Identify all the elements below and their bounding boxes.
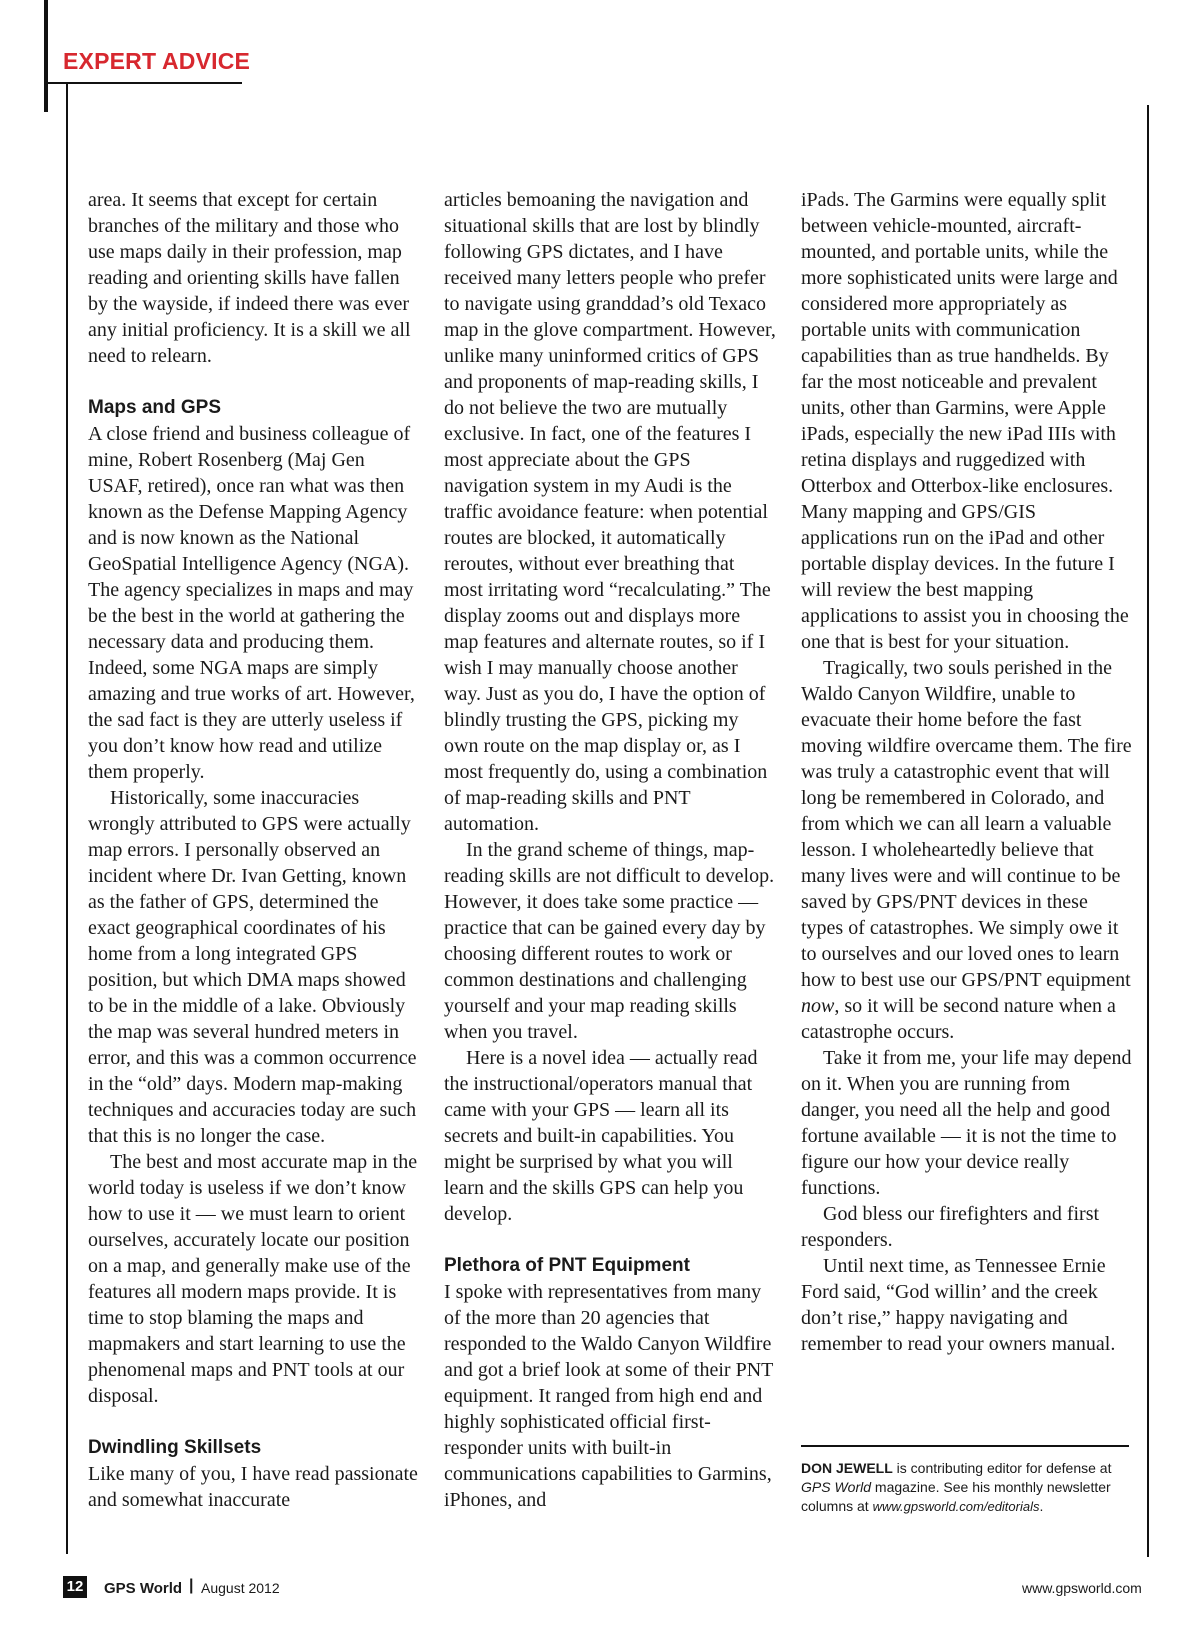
subheading-dwindling-skillsets: Dwindling Skillsets (88, 1437, 262, 1458)
subheading-plethora-of-pnt-equipment: Plethora of PNT Equipment (444, 1255, 690, 1276)
bio-link[interactable]: www.gpsworld.com/editorials (872, 1499, 1040, 1514)
footer-date: August 2012 (201, 1580, 280, 1596)
header-rule-vertical (44, 0, 48, 112)
emphasis-now: now (801, 995, 835, 1017)
column-rule-right (1147, 105, 1149, 1557)
section-label: EXPERT ADVICE (63, 48, 251, 74)
paragraph: God bless our firefighters and first responders. (801, 1203, 1100, 1251)
paragraph: Here is a novel idea — actually read the instructional/operators manual that came with your GPS — learn all its secrets and built-in capabilities. You might be surprised by what you will learn and the skills GPS can help you develop. (444, 1047, 758, 1225)
paragraph: I spoke with representatives from many of the more than 20 agencies that responded to the Waldo Canyon Wildfire and got a brief look at some of their PNT equipment. It ranged from high end and highly sophisticated official first-responder units with built-in communications capabilities to Garmins, iPhones, and (444, 1281, 774, 1511)
bio-text: . (1039, 1498, 1044, 1514)
footer-magazine: GPS World (104, 1580, 183, 1597)
paragraph: A close friend and business colleague of mine, Robert Rosenberg (Maj Gen USAF, retired), once ran what was then known as the Defense Mapping Agency and is now known as the National GeoSpatial Intelligence Agency (NGA). The agency specializes in maps and may be the best in the world at gathering the necessary data and producing them. Indeed, some NGA maps are simply amazing and true works of art. However, the sad fact is they are utterly useless if you don’t know how read and utilize them properly. (88, 423, 415, 783)
paragraph: articles bemoaning the navigation and situational skills that are lost by blindly following GPS dictates, and I have received many letters people who prefer to navigate using granddad’s old Texaco map in the glove compartment. However, unlike many uninformed critics of GPS and proponents of map-reading skills, I do not believe the two are mutually exclusive. In fact, one of the features I most appreciate about the GPS navigation system in my Audi is the traffic avoidance feature: when potential routes are blocked, it automatically reroutes, without ever breathing that most irritating word “recalculating.” The display zooms out and displays more map features and alternate routes, so if I wish I may manually choose another way. Just as you do, I have the option of blindly trusting the GPS, picking my own route on the map display or, as I most frequently do, using a combination of map-reading skills and PNT automation. (444, 189, 776, 835)
bio-text: is contributing editor for defense at (892, 1460, 1112, 1476)
article-column-1 (88, 187, 420, 1513)
text-run: Tragically, two souls perished in the Waldo Canyon Wildfire, unable to evacuate their home before the fast moving wildfire overcame them. The fire was truly a catastrophic event that will long be remembered in Colorado, and from which we can all learn a valuable lesson. I wholeheartedly believe that many lives were and will continue to be saved by GPS/PNT devices in these types of catastrophes. We simply owe it to ourselves and our loved ones to learn how to best use our GPS/PNT equipment (801, 657, 1132, 991)
paragraph: The best and most accurate map in the world today is useless if we don’t know how to use it — we must learn to orient ourselves, accurately locate our position on a map, and generally make use of the features all modern maps provide. It is time to stop blaming the maps and mapmakers and start learning to use the phenomenal maps and PNT tools at our disposal. (88, 1151, 418, 1407)
article-column-2 (444, 187, 776, 1513)
footer-website[interactable]: www.gpsworld.com (1022, 1580, 1142, 1596)
publication-name: GPS World (801, 1479, 872, 1495)
paragraph: Take it from me, your life may depend on it. When you are running from danger, you need all the help and good fortune available — it is not the time to figure our how your device really functions. (801, 1047, 1132, 1199)
paragraph: Like many of you, I have read passionate and somewhat inaccurate (88, 1463, 418, 1511)
footer-separator: | (189, 1577, 194, 1594)
column-rule-left (66, 84, 68, 1554)
text-run: , so it will be second nature when a catastrophe occurs. (801, 995, 1116, 1043)
author-bio (801, 1445, 1129, 1516)
paragraph: area. It seems that except for certain branches of the military and those who use maps daily in their profession, map reading and orienting skills have fallen by the wayside, if indeed there was ever any initial proficiency. It is a skill we all need to relearn. (88, 189, 411, 367)
bio-text: magazine. See his monthly newsletter columns at (801, 1479, 1111, 1514)
subheading-maps-and-gps: Maps and GPS (88, 397, 222, 418)
page-number: 12 (63, 1576, 87, 1598)
paragraph: Until next time, as Tennessee Ernie Ford said, “God willin’ and the creek don’t rise,” happy navigating and remember to read your owners manual. (801, 1255, 1116, 1355)
paragraph: In the grand scheme of things, map-reading skills are not difficult to develop. However, it does take some practice — practice that can be gained every day by choosing different routes to work or common destinations and challenging yourself and your map reading skills when you travel. (444, 839, 775, 1043)
header-rule-horizontal (44, 82, 242, 84)
paragraph: Historically, some inaccuracies wrongly attributed to GPS were actually map errors. I personally observed an incident where Dr. Ivan Getting, known as the father of GPS, determined the exact geographical coordinates of his home from a long integrated GPS position, but which DMA maps showed to be in the middle of a lake. Obviously the map was several hundred meters in error, and this was a common occurrence in the “old” days. Modern map-making techniques and accuracies today are such that this is no longer the case. (88, 787, 417, 1147)
article-column-3 (801, 187, 1133, 1357)
author-name: DON JEWELL (801, 1460, 893, 1476)
paragraph: iPads. The Garmins were equally split between vehicle-mounted, aircraft-mounted, and portable units, while the more sophisticated units were large and considered more appropriately as portable units with communication capabilities than as true handhelds. By far the most noticeable and prevalent units, other than Garmins, were Apple iPads, especially the new iPad IIIs with retina displays and ruggedized with Otterbox and Otterbox-like enclosures. Many mapping and GPS/GIS applications run on the iPad and other portable display devices. In the future I will review the best mapping applications to assist you in choosing the one that is best for your situation. (801, 189, 1129, 653)
paragraph (801, 655, 1133, 1045)
